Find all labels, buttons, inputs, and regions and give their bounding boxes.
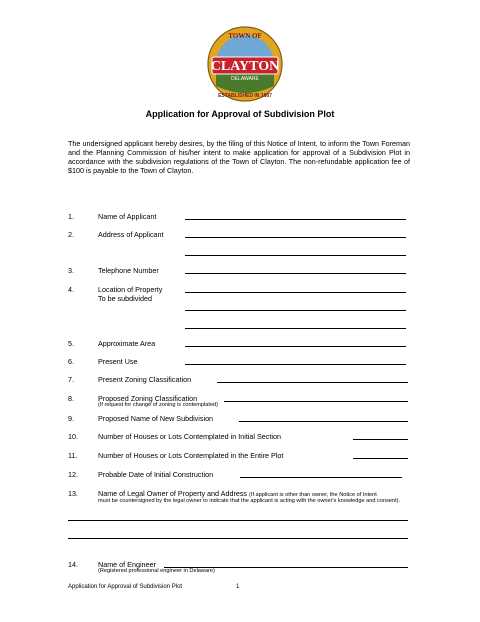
field-label-cont: To be subdivided bbox=[98, 294, 152, 303]
field-number: 2. bbox=[68, 230, 74, 239]
applicant-address-line-2[interactable] bbox=[185, 255, 406, 256]
field-label: Telephone Number bbox=[98, 266, 159, 275]
field-number: 14. bbox=[68, 560, 78, 569]
field-label: Name of Legal Owner of Property and Address bbox=[98, 489, 248, 498]
field-number: 4. bbox=[68, 285, 74, 294]
field-label: Proposed Zoning Classification bbox=[98, 394, 198, 403]
legal-owner-line[interactable] bbox=[68, 520, 408, 521]
field-number: 1. bbox=[68, 212, 74, 221]
field-number: 10. bbox=[68, 432, 78, 441]
approximate-area-line[interactable] bbox=[185, 346, 406, 347]
field-number: 8. bbox=[68, 394, 74, 403]
intro-paragraph: The undersigned applicant hereby desires, by the filing of this Notice of Intent, to inform the Town Foreman and the Planning Commission of his/her intent to make application for approval of a Subdivision Plot in accordance with the subdivision regulations of the Town of Clayton. The non-refundable application fee of $100 is payable to the Town of Clayton. bbox=[68, 139, 410, 175]
construction-date-line[interactable] bbox=[240, 477, 402, 478]
present-zoning-line[interactable] bbox=[217, 382, 408, 383]
subdivision-name-line[interactable] bbox=[239, 421, 408, 422]
logo-name: CLAYTON bbox=[210, 59, 280, 74]
logo-state: DELAWARE bbox=[231, 76, 259, 82]
field-number: 3. bbox=[68, 266, 74, 275]
initial-section-lots-line[interactable] bbox=[353, 439, 408, 440]
field-label: Present Zoning Classification bbox=[98, 375, 192, 384]
applicant-address-line[interactable] bbox=[185, 237, 406, 238]
applicant-name-line[interactable] bbox=[185, 219, 406, 220]
field-number: 12. bbox=[68, 470, 78, 479]
property-location-line-2[interactable] bbox=[185, 310, 406, 311]
field-label: Number of Houses or Lots Contemplated in Initial Section bbox=[98, 432, 281, 441]
field-number: 9. bbox=[68, 414, 74, 423]
page-number: 1 bbox=[236, 584, 240, 590]
town-logo bbox=[200, 24, 290, 104]
field-label: Proposed Name of New Subdivision bbox=[98, 414, 214, 423]
field-label: Present Use bbox=[98, 357, 138, 366]
field-label: Location of Property bbox=[98, 285, 163, 294]
field-label: Approximate Area bbox=[98, 339, 156, 348]
field-number: 6. bbox=[68, 357, 74, 366]
field-label: Name of Applicant bbox=[98, 212, 157, 221]
field-label: Number of Houses or Lots Contemplated in the Entire Plot bbox=[98, 451, 284, 460]
logo-top-text: TOWN OF bbox=[228, 32, 262, 40]
field-number: 11. bbox=[68, 451, 78, 460]
property-location-line[interactable] bbox=[185, 292, 406, 293]
proposed-zoning-line[interactable] bbox=[224, 401, 408, 402]
field-note-inline: (If applicant is other than owner, the Notice of Intent bbox=[249, 492, 377, 498]
present-use-line[interactable] bbox=[185, 364, 406, 365]
engineer-name-line[interactable] bbox=[164, 567, 408, 568]
telephone-line[interactable] bbox=[185, 273, 406, 274]
field-note-cont: must be countersigned by the legal owner to indicate that the applicant is acting with the owner's knowledge and consent). bbox=[98, 498, 401, 504]
footer-text: Application for Approval of Subdivision Plot bbox=[68, 584, 183, 590]
page-title: Application for Approval of Subdivision Plot bbox=[145, 109, 335, 119]
field-number: 7. bbox=[68, 375, 74, 384]
property-location-line-3[interactable] bbox=[185, 328, 406, 329]
legal-owner-line-2[interactable] bbox=[68, 538, 408, 539]
field-label: Probable Date of Initial Construction bbox=[98, 470, 214, 479]
field-label: Address of Applicant bbox=[98, 230, 164, 239]
field-number: 5. bbox=[68, 339, 74, 348]
entire-plot-lots-line[interactable] bbox=[353, 458, 408, 459]
field-note: (Registered professional engineer in Delaware) bbox=[98, 568, 215, 574]
logo-bottom-text: ESTABLISHED IN 1887 bbox=[218, 93, 272, 99]
field-note: (If request for change of zoning is contemplated) bbox=[98, 402, 219, 408]
field-label: Name of Engineer bbox=[98, 560, 156, 569]
field-number: 13. bbox=[68, 489, 78, 498]
